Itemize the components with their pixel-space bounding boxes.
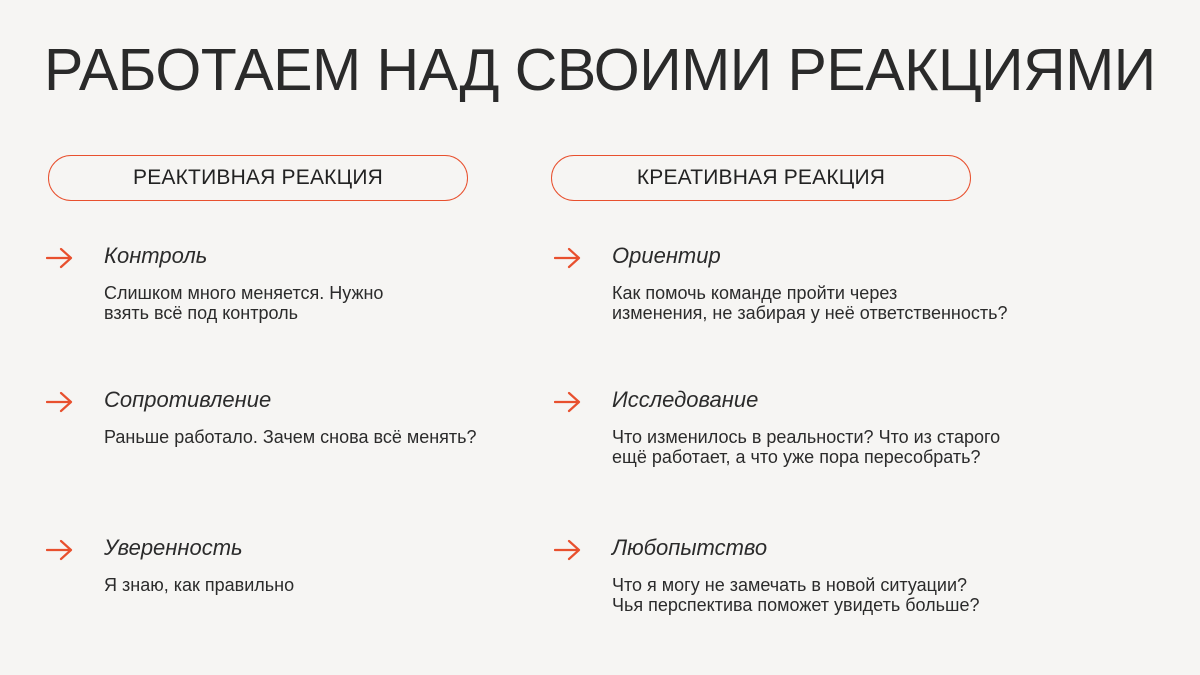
arrow-right-icon <box>46 247 74 269</box>
arrow-right-icon <box>46 391 74 413</box>
reactive-reaction-heading <box>48 155 468 201</box>
item-description: Что я могу не замечать в новой ситуации? Чья перспектива поможет увидеть больше? <box>612 575 980 615</box>
arrow-right-icon <box>46 539 74 561</box>
item-description: Слишком много меняется. Нужно взять всё под контроль <box>104 283 384 323</box>
arrow-right-icon <box>554 539 582 561</box>
reactive-reaction-label: РЕАКТИВНАЯ РЕАКЦИЯ <box>132 166 383 189</box>
item-title: Любопытство <box>612 535 768 560</box>
page-title: РАБОТАЕМ НАД СВОИМИ РЕАКЦИЯМИ <box>44 37 1156 103</box>
item-description: Раньше работало. Зачем снова всё менять? <box>104 427 477 447</box>
arrow-right-icon <box>554 247 582 269</box>
item-description: Как помочь команде пройти через изменения, не забирая у неё ответственность? <box>612 283 1008 323</box>
arrow-right-icon <box>554 391 582 413</box>
item-title: Ориентир <box>612 243 721 268</box>
item-description: Что изменилось в реальности? Что из старого ещё работает, а что уже пора пересобрать? <box>612 427 1001 467</box>
item-description: Я знаю, как правильно <box>104 575 295 595</box>
item-title: Уверенность <box>104 535 243 560</box>
creative-reaction-heading <box>551 155 971 201</box>
item-title: Сопротивление <box>104 387 272 412</box>
creative-reaction-label: КРЕАТИВНАЯ РЕАКЦИЯ <box>636 166 886 189</box>
item-title: Исследование <box>612 387 759 412</box>
item-title: Контроль <box>104 243 208 268</box>
